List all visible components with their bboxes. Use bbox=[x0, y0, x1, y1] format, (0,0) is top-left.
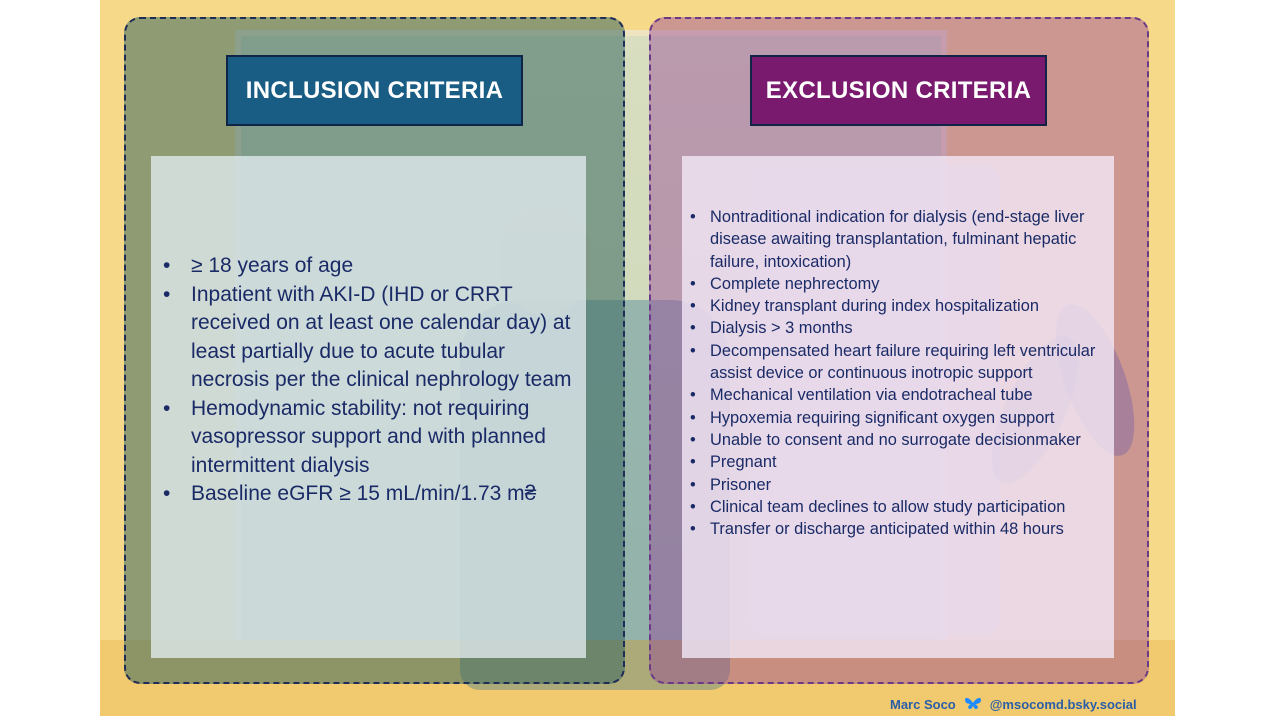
inclusion-item: • Baseline eGFR ≥ 15 mL/min/1.73 m₴ bbox=[163, 480, 578, 509]
inclusion-card bbox=[151, 156, 586, 658]
exclusion-card bbox=[682, 156, 1114, 658]
exclusion-item: • Clinical team declines to allow study participation bbox=[690, 496, 1110, 518]
exclusion-item: • Decompensated heart failure requiring left ventricular assist device or continuous inotropic support bbox=[690, 340, 1110, 385]
exclusion-title: EXCLUSION CRITERIA bbox=[750, 55, 1047, 126]
social-handle[interactable]: @msocomd.bsky.social bbox=[989, 696, 1137, 712]
inclusion-list bbox=[163, 252, 578, 509]
slide bbox=[100, 0, 1175, 716]
exclusion-item: • Nontraditional indication for dialysis (end-stage liver disease awaiting transplantation, fulminant hepatic failure, intoxication) bbox=[690, 206, 1110, 273]
exclusion-list bbox=[690, 206, 1110, 540]
exclusion-item: • Complete nephrectomy bbox=[690, 273, 1110, 295]
inclusion-item: • ≥ 18 years of age bbox=[163, 252, 578, 281]
exclusion-item: • Mechanical ventilation via endotracheal tube bbox=[690, 384, 1110, 406]
author-name: Marc Soco bbox=[890, 696, 956, 712]
inclusion-item: • Hemodynamic stability: not requiring vasopressor support and with planned intermittent dialysis bbox=[163, 395, 578, 481]
exclusion-item: • Dialysis > 3 months bbox=[690, 317, 1110, 339]
exclusion-item: • Prisoner bbox=[690, 474, 1110, 496]
exclusion-item: • Pregnant bbox=[690, 451, 1110, 473]
inclusion-title: INCLUSION CRITERIA bbox=[226, 55, 523, 126]
butterfly-icon bbox=[964, 696, 982, 712]
author-credit bbox=[890, 693, 1137, 715]
inclusion-item: • Inpatient with AKI-D (IHD or CRRT received on at least one calendar day) at least partially due to acute tubular necrosis per the clinical nephrology team bbox=[163, 281, 578, 395]
exclusion-item: • Transfer or discharge anticipated within 48 hours bbox=[690, 518, 1110, 540]
exclusion-item: • Hypoxemia requiring significant oxygen support bbox=[690, 407, 1110, 429]
exclusion-item: • Unable to consent and no surrogate decisionmaker bbox=[690, 429, 1110, 451]
exclusion-item: • Kidney transplant during index hospitalization bbox=[690, 295, 1110, 317]
